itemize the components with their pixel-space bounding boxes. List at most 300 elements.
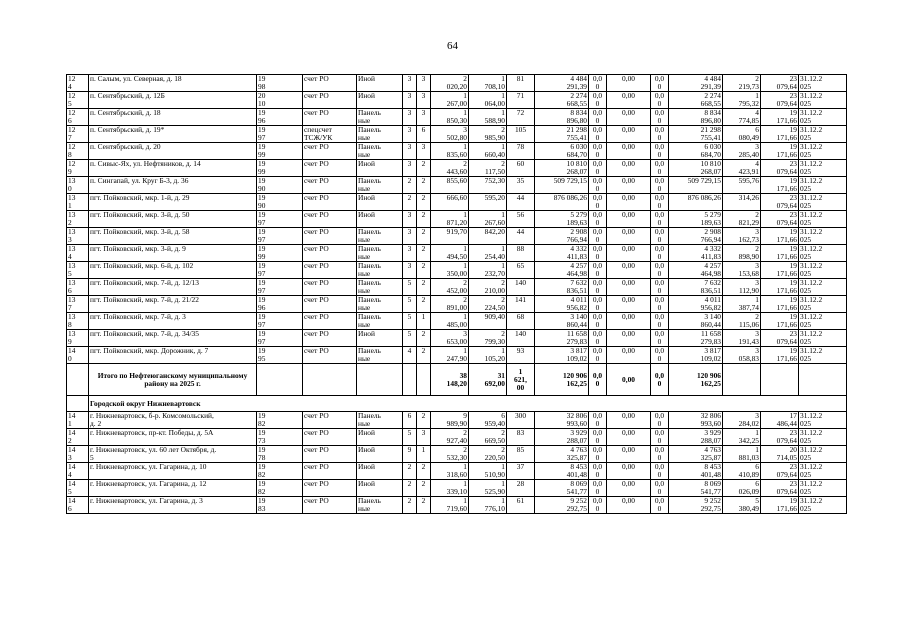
table-cell: 5 380,49 [723,497,761,514]
total-b: 0,00 [607,364,651,396]
table-cell: 666,60 [431,194,469,211]
table-row [67,330,847,347]
table-cell: 19 96 [257,109,303,126]
table-cell: 2 [417,228,431,245]
table-cell: 2 [417,279,431,296]
table-cell: 19 97 [257,330,303,347]
table-cell: 19 97 [257,279,303,296]
table-row [67,446,847,463]
table-cell: 3 [403,245,417,262]
table-cell: 14 5 [67,480,89,497]
table-cell: 13 9 [67,330,89,347]
table-cell: 2 898,90 [723,245,761,262]
table-cell: 2 908 766,94 [669,228,723,245]
table-cell: 3 [403,143,417,160]
table-cell: 140 [507,279,535,296]
table-cell: 14 2 [67,429,89,446]
table-row [67,347,847,364]
table-cell: 0,0 0 [651,245,669,262]
table-cell: 19 171,66 [761,313,799,330]
table-cell: 2 821,29 [723,211,761,228]
table-cell: 44 [507,194,535,211]
table-row [67,245,847,262]
table-cell: 0,00 [607,245,651,262]
table-cell: 1 850,30 [431,109,469,126]
table-cell: 1 267,00 [431,92,469,109]
table-cell: 0,0 0 [589,75,607,92]
table-cell: 19 97 [257,313,303,330]
table-cell: 3 285,40 [723,143,761,160]
table-cell: Иной [357,160,403,177]
table-cell: 1 525,90 [469,480,507,497]
table-cell: счет РО [303,194,357,211]
table-cell: 0,0 0 [589,446,607,463]
table-cell: 4 332 411,83 [669,245,723,262]
table-cell: 3 191,43 [723,330,761,347]
table-cell: 9 [403,446,417,463]
total-d: 120 906 162,25 [669,364,723,396]
table-cell: 2 [417,347,431,364]
table-cell: 68 [507,313,535,330]
table-cell: 0,00 [607,296,651,313]
table-cell: 3 817 109,02 [669,347,723,364]
table-cell: 23 079,64 [761,463,799,480]
table-cell: 11 658 279,83 [669,330,723,347]
table-cell: счет РО [303,330,357,347]
table-cell: 13 0 [67,177,89,194]
table-cell: 1 232,70 [469,262,507,279]
table-cell: Панель ные [357,296,403,313]
table-cell: 19 171,66 [761,296,799,313]
table-cell: 5 279 189,63 [669,211,723,228]
table-cell: 509 729,15 [535,177,589,194]
table-cell: счет РО [303,279,357,296]
table-cell: 93 [507,347,535,364]
table-cell: 0,0 0 [589,296,607,313]
table-cell: 1 105,20 [469,347,507,364]
table-cell: 0,00 [607,177,651,194]
table-cell: 1 588,90 [469,109,507,126]
table-cell: счет РО [303,347,357,364]
table-cell: 13 3 [67,228,89,245]
table-cell: 19 171,66 [761,245,799,262]
table-cell: 23 079,64 [761,75,799,92]
table-cell: счет РО [303,313,357,330]
table-cell: 31.12.2 025 [799,446,847,463]
total-living: 31 692,00 [469,364,507,396]
table-cell: 23 079,64 [761,480,799,497]
table-cell: 1 064,00 [469,92,507,109]
table-cell: 0,0 0 [589,330,607,347]
table-cell: Панель ные [357,347,403,364]
table-cell: 0,00 [607,412,651,429]
table-cell: 1 387,74 [723,296,761,313]
table-row [67,143,847,160]
table-cell: 1 776,10 [469,497,507,514]
table-cell: 14 3 [67,446,89,463]
table-cell: 31.12.2 025 [799,75,847,92]
table-cell: 6 [403,412,417,429]
table-cell: пгт. Пойковский, мкр. 7-й, д. 21/22 [89,296,257,313]
table-cell: 3 [403,75,417,92]
table-cell: 0,0 0 [651,480,669,497]
table-cell: 3 929 288,07 [535,429,589,446]
table-cell: 8 453 401,48 [535,463,589,480]
table-cell: 2 927,40 [431,429,469,446]
table-row [67,262,847,279]
table-cell: 31.12.2 025 [799,126,847,143]
table-cell: 3 153,68 [723,262,761,279]
table-cell: 20 10 [257,92,303,109]
table-cell: 0,0 0 [651,194,669,211]
table-cell: Иной [357,211,403,228]
table-cell: пгт. Пойковский, мкр. 3-й, д. 9 [89,245,257,262]
table-cell: Иной [357,463,403,480]
table-cell: 4 011 956,82 [669,296,723,313]
table-cell: 19 90 [257,177,303,194]
table-cell: 0,0 0 [589,463,607,480]
table-cell: 0,0 0 [589,177,607,194]
table-cell: п. Сентябрьский, д. 20 [89,143,257,160]
table-cell: 31.12.2 025 [799,143,847,160]
table-cell: 0,0 0 [651,262,669,279]
table-cell: 5 [403,296,417,313]
table-cell: 6 [417,126,431,143]
table-cell: 1 881,03 [723,446,761,463]
table-cell: пгт. Пойковский, мкр. 3-й, д. 58 [89,228,257,245]
table-cell: 19 78 [257,446,303,463]
table-cell: 21 298 755,41 [669,126,723,143]
table-cell: 752,30 [469,177,507,194]
table-cell: 2 [417,330,431,347]
capital-repair-table [66,74,847,514]
table-cell: 19 171,66 [761,279,799,296]
table-cell: 2 [403,194,417,211]
table-cell: 31.12.2 025 [799,109,847,126]
table-cell: 4 774,85 [723,109,761,126]
table-cell: 4 484 291,39 [535,75,589,92]
table-cell: 85 [507,446,535,463]
table-cell: 31.12.2 025 [799,296,847,313]
table-cell: 3 [417,429,431,446]
table-cell: пгт. Пойковский, мкр. 3-й, д. 50 [89,211,257,228]
table-cell: 141 [507,296,535,313]
table-cell: 19 97 [257,211,303,228]
table-cell: 32 806 993,60 [669,412,723,429]
table-cell: 0,0 0 [589,412,607,429]
table-cell: 19 99 [257,160,303,177]
table-cell: пгт. Пойковский, мкр. 1-й, д. 29 [89,194,257,211]
table-cell: пгт. Пойковский, мкр. 7-й, д. 34/35 [89,330,257,347]
table-cell: 842,20 [469,228,507,245]
table-cell: 105 [507,126,535,143]
table-cell: 83 [507,429,535,446]
table-cell: 0,00 [607,330,651,347]
table-cell: 19 99 [257,245,303,262]
table-cell: 13 1 [67,194,89,211]
table-cell: 0,00 [607,228,651,245]
table-cell: 19 171,66 [761,228,799,245]
table-cell: 2 224,50 [469,296,507,313]
table-cell: 13 4 [67,245,89,262]
table-cell: 31.12.2 025 [799,347,847,364]
table-cell: 8 834 896,80 [669,109,723,126]
table-cell: счет РО [303,160,357,177]
table-cell: 9 252 292,75 [669,497,723,514]
table-cell: Иной [357,429,403,446]
section-row [67,396,847,412]
table-cell: 60 [507,160,535,177]
table-cell: п. Сентябрьский, д. 12Б [89,92,257,109]
total-c: 0,0 0 [651,364,669,396]
table-cell: спецсчет ТСЖ/УК [303,126,357,143]
table-cell: 13 7 [67,296,89,313]
table-cell: 19 97 [257,228,303,245]
table-cell: 2 [417,296,431,313]
table-cell: 0,0 0 [589,313,607,330]
table-cell: 8 069 541,77 [535,480,589,497]
table-cell: 509 729,15 [669,177,723,194]
table-cell: Иной [357,194,403,211]
table-cell: пгт. Пойковский, мкр. 7-й, д. 12/13 [89,279,257,296]
table-cell: 2 [403,480,417,497]
table-cell: счет РО [303,228,357,245]
table-cell: 1 [417,313,431,330]
table-cell: 19 82 [257,480,303,497]
table-cell: 31.12.2 025 [799,279,847,296]
table-cell: пгт. Пойковский, мкр. Дорожник, д. 7 [89,347,257,364]
table-cell: счет РО [303,109,357,126]
table-cell: 3 [403,262,417,279]
section-title: Городской округ Нижневартовск [89,396,847,412]
table-cell: 6 080,49 [723,126,761,143]
table-cell: счет РО [303,245,357,262]
table-cell: 0,00 [607,143,651,160]
table-cell: 23 079,64 [761,92,799,109]
table-cell: 19 83 [257,497,303,514]
table-row [67,160,847,177]
table-cell: 0,00 [607,463,651,480]
table-cell: Иной [357,92,403,109]
table-cell: 19 90 [257,194,303,211]
table-cell: 0,0 0 [589,211,607,228]
table-cell: п. Сентябрьский, д. 19* [89,126,257,143]
table-cell: 1 719,60 [431,497,469,514]
table-cell: 12 7 [67,126,89,143]
table-cell: Панель ные [357,497,403,514]
table-cell: п. Сингапай, ул. Круг Б-3, д. 36 [89,177,257,194]
table-cell: 44 [507,228,535,245]
table-cell: 3 [403,109,417,126]
table-cell: 14 4 [67,463,89,480]
table-cell: счет РО [303,497,357,514]
table-cell: 3 502,80 [431,126,469,143]
table-cell: 595,20 [469,194,507,211]
table-cell: 0,0 0 [589,160,607,177]
table-cell: 2 532,30 [431,446,469,463]
table-cell: 4 [403,347,417,364]
total-area: 38 148,20 [431,364,469,396]
table-cell: 81 [507,75,535,92]
table-cell: 19 97 [257,126,303,143]
table-cell: 2 985,90 [469,126,507,143]
table-cell: 2 [403,497,417,514]
table-cell: 6 030 684,70 [669,143,723,160]
table-cell: счет РО [303,446,357,463]
table-cell: 2 799,30 [469,330,507,347]
table-cell: 2 [417,194,431,211]
table-cell: 19 171,66 [761,497,799,514]
table-row [67,228,847,245]
table-cell: 2 020,20 [431,75,469,92]
table-cell: 0,0 0 [589,194,607,211]
table-cell: 11 658 279,83 [535,330,589,347]
table-cell: 6 410,89 [723,463,761,480]
table-cell: 6 026,09 [723,480,761,497]
table-cell: 61 [507,497,535,514]
table-cell: 919,70 [431,228,469,245]
table-cell: 13 8 [67,313,89,330]
table-cell: 3 653,00 [431,330,469,347]
table-cell: счет РО [303,412,357,429]
table-cell: 2 [417,211,431,228]
table-cell: 0,00 [607,92,651,109]
table-cell: счет РО [303,92,357,109]
table-cell: 17 486,44 [761,412,799,429]
table-cell: 65 [507,262,535,279]
table-cell: 0,0 0 [651,330,669,347]
table-cell: 855,60 [431,177,469,194]
table-cell: 2 274 668,55 [669,92,723,109]
table-cell: 2 220,50 [469,446,507,463]
table-cell: 4 257 464,98 [669,262,723,279]
table-cell: 314,26 [723,194,761,211]
table-cell: 0,00 [607,446,651,463]
table-cell: 9 252 292,75 [535,497,589,514]
table-cell: 2 443,60 [431,160,469,177]
table-cell: 72 [507,109,535,126]
table-cell: 4 484 291,39 [669,75,723,92]
table-cell: 31.12.2 025 [799,194,847,211]
table-cell: 23 079,64 [761,194,799,211]
table-cell: 5 [403,330,417,347]
table-cell: 3 112,90 [723,279,761,296]
table-cell: 23 079,64 [761,211,799,228]
table-cell: 4 257 464,98 [535,262,589,279]
table-cell: 31.12.2 025 [799,330,847,347]
table-cell: Панель ные [357,313,403,330]
table-cell: 0,00 [607,262,651,279]
table-cell: 3 929 288,07 [669,429,723,446]
table-cell: 19 171,66 [761,126,799,143]
table-cell: 20 714,05 [761,446,799,463]
total-row [67,364,847,396]
table-cell: 3 [403,228,417,245]
table-cell: 1 510,90 [469,463,507,480]
table-cell: 0,0 0 [589,497,607,514]
table-cell: 3 162,73 [723,228,761,245]
table-cell: 31.12.2 025 [799,480,847,497]
table-cell: 3 [417,109,431,126]
table-cell: 0,0 0 [589,92,607,109]
table-cell: 19 99 [257,143,303,160]
table-cell: 0,0 0 [651,279,669,296]
table-cell: 0,0 0 [589,480,607,497]
table-cell: 0,0 0 [589,228,607,245]
table-cell: 31.12.2 025 [799,429,847,446]
table-cell: 0,0 0 [589,262,607,279]
table-cell: 2 [417,463,431,480]
total-a: 0,0 0 [589,364,607,396]
table-cell: пгт. Пойковский, мкр. 6-й, д. 102 [89,262,257,279]
table-cell: 13 5 [67,262,89,279]
table-cell: 2 [417,262,431,279]
table-cell: 2 [417,245,431,262]
table-cell: 0,0 0 [651,211,669,228]
table-row [67,126,847,143]
table-cell: Иной [357,446,403,463]
table-cell: 0,0 0 [589,126,607,143]
table-cell: 3 [403,211,417,228]
table-cell: 2 [417,412,431,429]
table-cell: 0,00 [607,211,651,228]
table-cell: Панель ные [357,177,403,194]
table-cell: 2 908 766,94 [535,228,589,245]
table-cell: 19 97 [257,262,303,279]
table-cell: 6 030 684,70 [535,143,589,160]
table-row [67,429,847,446]
table-cell: 1 339,10 [431,480,469,497]
table-cell: 5 [403,313,417,330]
table-row [67,75,847,92]
table-cell: 28 [507,480,535,497]
table-cell: 3 284,02 [723,412,761,429]
table-cell: 23 079,64 [761,330,799,347]
table-row [67,177,847,194]
table-cell: 0,00 [607,109,651,126]
table-row [67,92,847,109]
table-cell: счет РО [303,75,357,92]
table-cell: 300 [507,412,535,429]
table-cell: 0,0 0 [651,109,669,126]
table-cell: 4 763 325,87 [669,446,723,463]
table-cell: 10 810 268,07 [669,160,723,177]
table-cell: 3 [417,92,431,109]
table-cell: 3 [417,143,431,160]
table-cell: 1 247,90 [431,347,469,364]
table-cell: 7 632 836,51 [535,279,589,296]
table-cell: 19 171,66 [761,109,799,126]
table-cell: 0,0 0 [589,279,607,296]
table-cell: 12 8 [67,143,89,160]
table-cell: Панель ные [357,109,403,126]
table-cell: 1 254,40 [469,245,507,262]
table-cell: счет РО [303,463,357,480]
table-cell: 0,00 [607,497,651,514]
table-cell: 19 82 [257,463,303,480]
table-cell: 2 [417,480,431,497]
table-cell: 37 [507,463,535,480]
table-cell: 10 810 268,07 [535,160,589,177]
table-cell: г. Нижневартовск, ул. Гагарина, д. 3 [89,497,257,514]
table-cell: п. Сентябрьский, д. 18 [89,109,257,126]
table-cell: 31.12.2 025 [799,92,847,109]
table-cell: 1 871,20 [431,211,469,228]
table-cell: 1 795,32 [723,92,761,109]
table-cell: 3 817 109,02 [535,347,589,364]
table-cell: счет РО [303,296,357,313]
table-cell: пгт. Пойковский, мкр. 7-й, д. 3 [89,313,257,330]
